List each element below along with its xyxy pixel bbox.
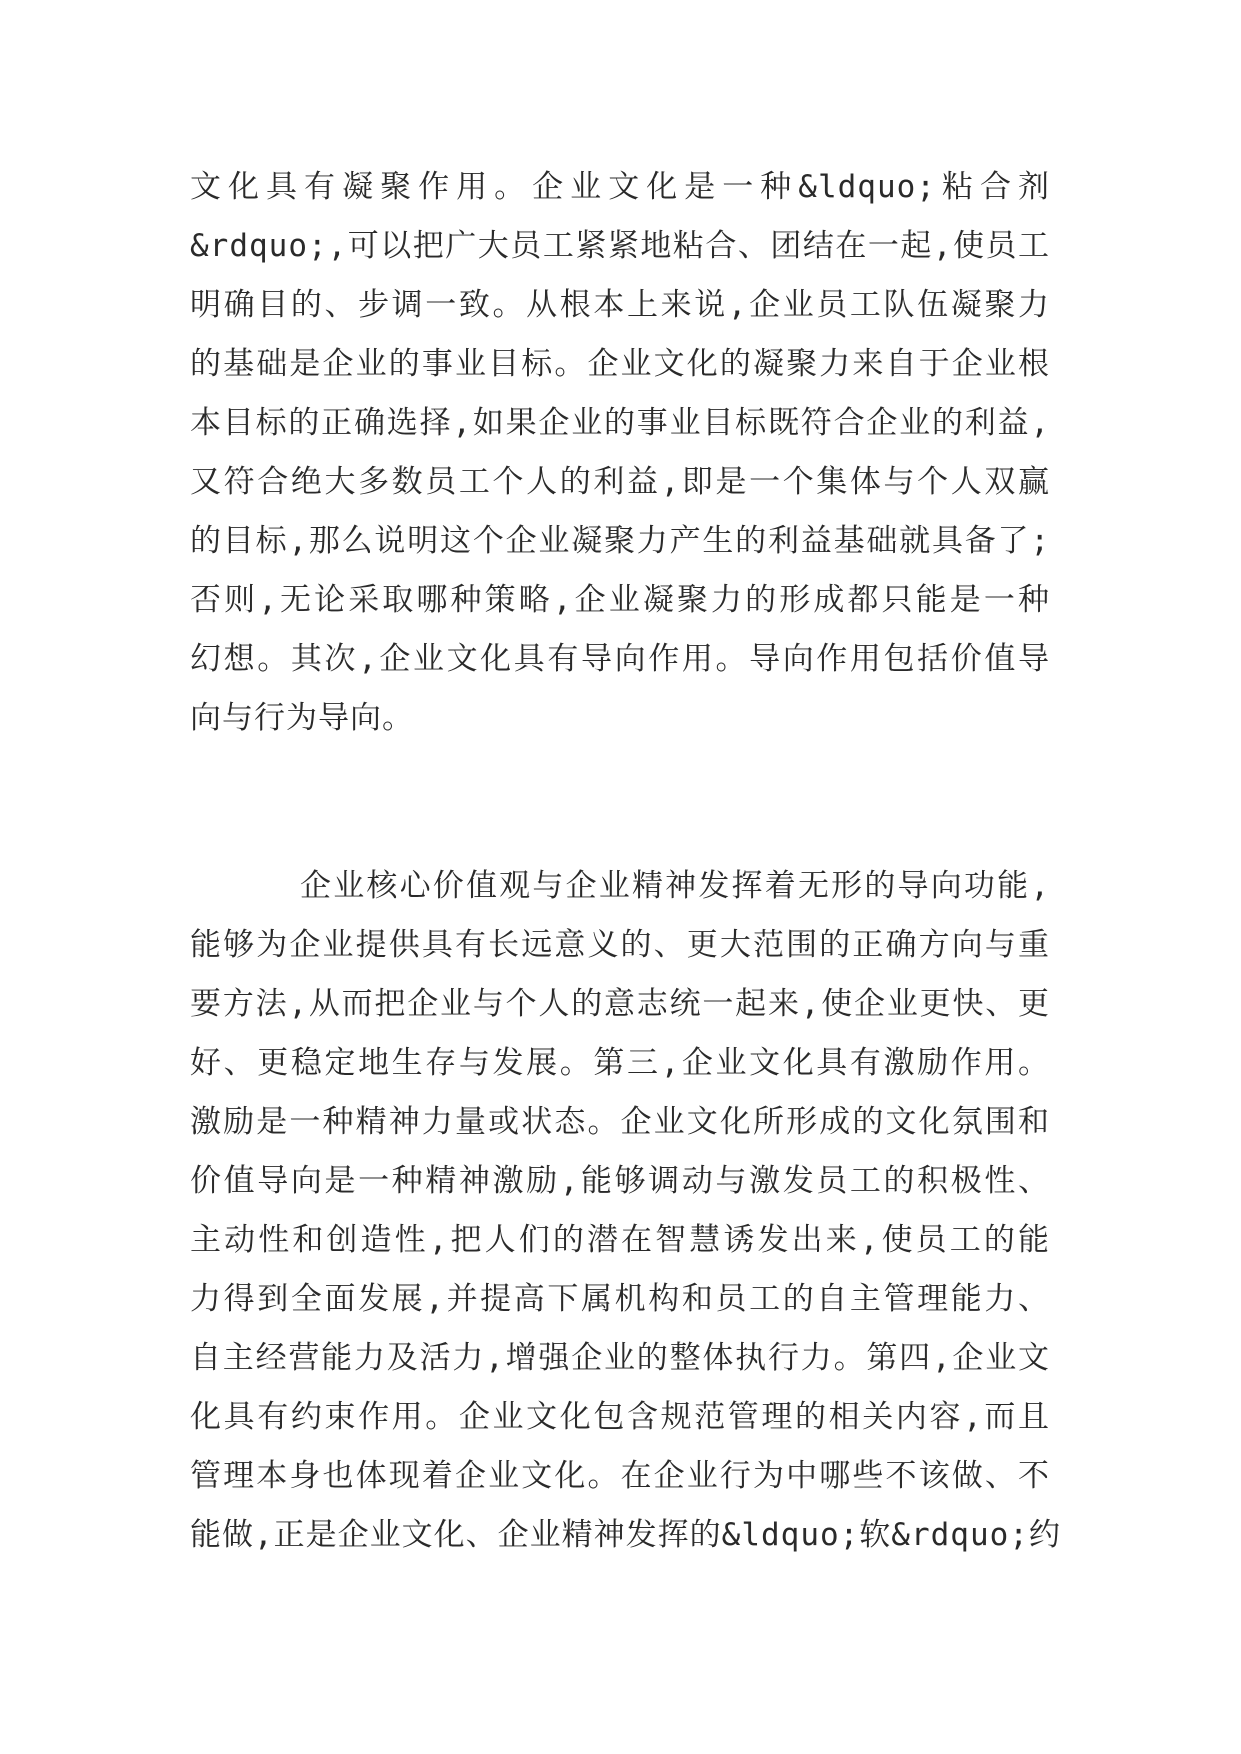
text-line: 能够为企业提供具有长远意义的、更大范围的正确方向与重 bbox=[190, 927, 1050, 963]
text-line: 主动性和创造性,把人们的潜在智慧诱发出来,使员工的能 bbox=[190, 1222, 1050, 1258]
text-line: 力得到全面发展,并提高下属机构和员工的自主管理能力、 bbox=[190, 1281, 1050, 1317]
text-line: 明确目的、步调一致。从根本上来说,企业员工队伍凝聚力 bbox=[190, 287, 1050, 323]
text-line: 自主经营能力及活力,增强企业的整体执行力。第四,企业文 bbox=[190, 1340, 1050, 1376]
paragraph-guidance-incentive bbox=[190, 857, 1061, 1565]
text-line: 管理本身也体现着企业文化。在企业行为中哪些不该做、不 bbox=[190, 1458, 1050, 1494]
text-line-indented: 企业核心价值观与企业精神发挥着无形的导向功能, bbox=[300, 868, 1050, 904]
text-line: 能做,正是企业文化、企业精神发挥的&ldquo;软&rdquo;约 bbox=[190, 1517, 1061, 1553]
text-line: 文化具有凝聚作用。企业文化是一种&ldquo;粘合剂 bbox=[190, 169, 1050, 205]
text-line: 价值导向是一种精神激励,能够调动与激发员工的积极性、 bbox=[190, 1163, 1050, 1199]
text-line: 否则,无论采取哪种策略,企业凝聚力的形成都只能是一种 bbox=[190, 582, 1050, 618]
text-line: 要方法,从而把企业与个人的意志统一起来,使企业更快、更 bbox=[190, 986, 1050, 1022]
text-line: 的目标,那么说明这个企业凝聚力产生的利益基础就具备了; bbox=[190, 523, 1050, 559]
text-line: 本目标的正确选择,如果企业的事业目标既符合企业的利益, bbox=[190, 405, 1050, 441]
text-line: 幻想。其次,企业文化具有导向作用。导向作用包括价值导 bbox=[190, 641, 1050, 677]
text-line: 的基础是企业的事业目标。企业文化的凝聚力来自于企业根 bbox=[190, 346, 1050, 382]
paragraph-cohesion bbox=[190, 158, 1050, 748]
text-line: 化具有约束作用。企业文化包含规范管理的相关内容,而且 bbox=[190, 1399, 1050, 1435]
text-line: 又符合绝大多数员工个人的利益,即是一个集体与个人双赢 bbox=[190, 464, 1050, 500]
text-line: 向与行为导向。 bbox=[190, 700, 414, 736]
text-line: &rdquo;,可以把广大员工紧紧地粘合、团结在一起,使员工 bbox=[190, 228, 1050, 264]
text-line: 好、更稳定地生存与发展。第三,企业文化具有激励作用。 bbox=[190, 1045, 1050, 1081]
text-line: 激励是一种精神力量或状态。企业文化所形成的文化氛围和 bbox=[190, 1104, 1050, 1140]
